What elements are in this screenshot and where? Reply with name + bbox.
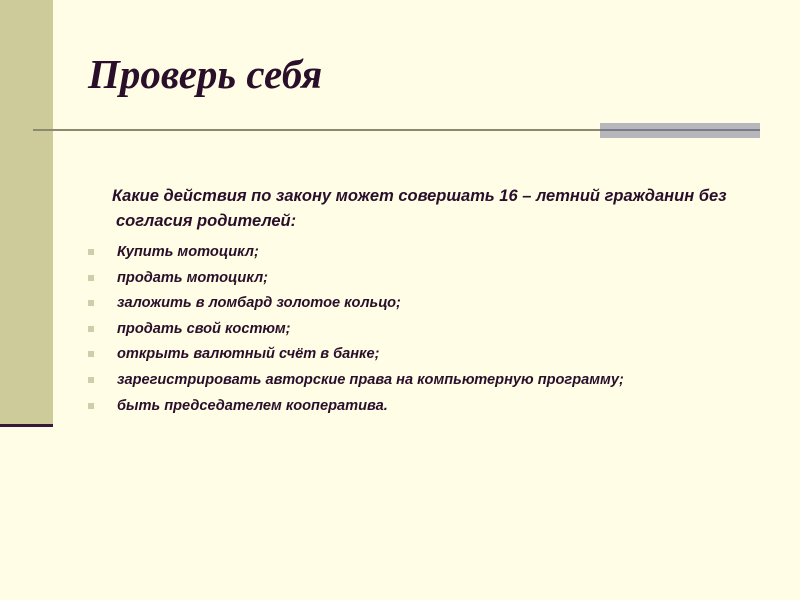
- divider-accent-line: [600, 129, 760, 131]
- question-text: Какие действия по закону может совершать 16 – летний гражданин без согласия родителей:: [112, 187, 727, 230]
- slide-body: [88, 184, 778, 421]
- list-item: [88, 319, 778, 345]
- list-item: [88, 396, 778, 422]
- list-item: [88, 370, 778, 396]
- side-band: [0, 0, 53, 426]
- square-bullet-icon: [88, 275, 94, 281]
- square-bullet-icon: [88, 351, 94, 357]
- square-bullet-icon: [88, 300, 94, 306]
- list-item-text: Купить мотоцикл;: [117, 244, 259, 260]
- answer-list: [88, 242, 778, 421]
- list-item-text: заложить в ломбард золотое кольцо;: [117, 295, 401, 312]
- slide-title: Проверь себя: [88, 51, 323, 97]
- list-item: [88, 242, 778, 268]
- square-bullet-icon: [88, 249, 94, 255]
- list-item-text: быть председателем кооператива.: [117, 397, 388, 414]
- list-item: [88, 344, 778, 370]
- square-bullet-icon: [88, 377, 94, 383]
- square-bullet-icon: [88, 403, 94, 409]
- list-item: [88, 268, 778, 294]
- list-item-text: открыть валютный счёт в банке;: [117, 346, 380, 363]
- list-item-text: продать свой костюм;: [117, 320, 291, 337]
- title-divider: [33, 129, 600, 131]
- square-bullet-icon: [88, 326, 94, 332]
- list-item-text: зарегистрировать авторские права на компьютерную программу;: [117, 371, 624, 388]
- side-band-underline: [0, 424, 53, 427]
- list-item-text: продать мотоцикл;: [117, 269, 269, 286]
- list-item: [88, 293, 778, 319]
